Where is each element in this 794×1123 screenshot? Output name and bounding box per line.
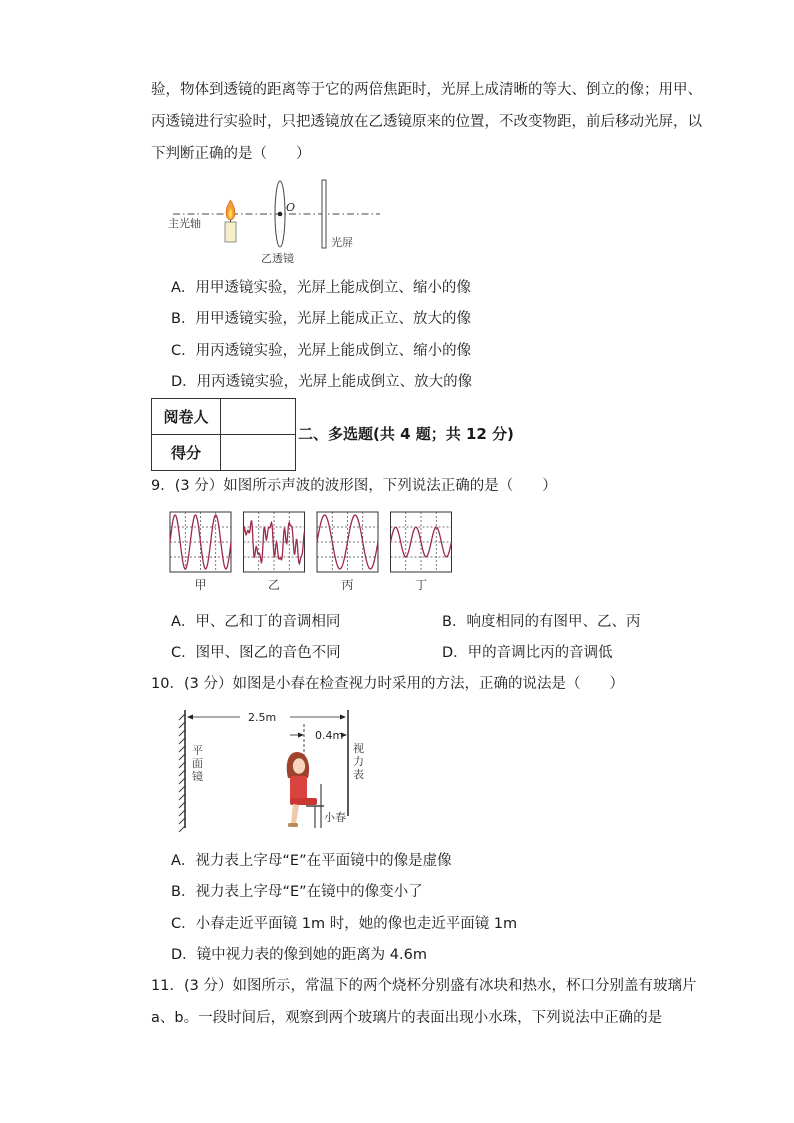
q9-option-a: A．甲、乙和丁的音调相同 <box>171 614 341 630</box>
waveform-panel-3 <box>317 512 378 592</box>
svg-text:力: 力 <box>353 755 364 768</box>
q8-option-d: D．用丙透镜实验，光屏上能成倒立、放大的像 <box>171 374 473 390</box>
svg-text:视: 视 <box>353 742 364 755</box>
mirror-hatching <box>179 714 185 832</box>
waveform-panel-1 <box>170 512 231 592</box>
person-label: 小春 <box>324 811 346 824</box>
q9-option-b: B．响度相同的有图甲、乙、丙 <box>442 614 641 630</box>
svg-text:镜: 镜 <box>192 770 203 783</box>
light-screen <box>322 180 326 248</box>
axis-label: 主光轴 <box>168 217 201 230</box>
section-title: 二、多选题(共 4 题；共 12 分) <box>298 425 514 443</box>
svg-text:表: 表 <box>353 768 364 781</box>
q8-text-line2: 丙透镜进行实验时，只把透镜放在乙透镜原来的位置，不改变物距，前后移动光屏，以 <box>151 114 702 130</box>
q10-option-a: A．视力表上字母“E”在平面镜中的像是虚像 <box>171 853 452 869</box>
score-field[interactable] <box>221 435 296 471</box>
waveform-label-3: 丙 <box>341 578 354 592</box>
reviewer-label: 阅卷人 <box>152 399 221 435</box>
girl-on-chair-icon <box>287 752 324 828</box>
q8-option-c: C．用丙透镜实验，光屏上能成倒立、缩小的像 <box>171 343 472 359</box>
q8-text-line1: 验，物体到透镜的距离等于它的两倍焦距时，光屏上成清晰的等大、倒立的像；用甲、 <box>151 82 702 98</box>
q10-stem: 10．(3 分）如图是小春在检查视力时采用的方法，正确的说法是（ ） <box>151 676 624 692</box>
sound-wave-figure <box>168 508 458 598</box>
candle-icon <box>225 200 236 242</box>
q10-option-c: C．小春走近平面镜 1m 时，她的像也走近平面镜 1m <box>171 916 518 932</box>
reviewer-field[interactable] <box>221 399 296 435</box>
optical-center <box>278 212 283 217</box>
lens-figure <box>165 176 390 268</box>
q8-text-line3: 下判断正确的是（ ） <box>151 146 311 162</box>
lens-label: 乙透镜 <box>261 252 294 265</box>
distance-label-1: 2.5m <box>248 711 277 724</box>
screen-label: 光屏 <box>331 236 353 249</box>
svg-text:平: 平 <box>192 744 203 757</box>
distance-label-2: 0.4m <box>315 729 344 742</box>
q9-stem: 9．(3 分）如图所示声波的波形图，下列说法正确的是（ ） <box>151 478 557 494</box>
eye-test-figure <box>172 706 372 836</box>
waveform-label-2: 乙 <box>268 578 281 592</box>
svg-text:面: 面 <box>192 757 203 770</box>
q8-option-a: A．用甲透镜实验，光屏上能成倒立、缩小的像 <box>171 280 471 296</box>
q11-text-line2: a、b。一段时间后，观察到两个玻璃片的表面出现小水珠，下列说法中正确的是 <box>151 1010 663 1026</box>
waveform-label-1: 甲 <box>194 578 207 592</box>
q8-option-b: B．用甲透镜实验，光屏上能成正立、放大的像 <box>171 311 471 327</box>
q9-option-c: C．图甲、图乙的音色不同 <box>171 645 341 661</box>
score-box <box>151 398 296 471</box>
waveform-panel-4 <box>391 512 452 592</box>
q11-text-line1: 11．(3 分）如图所示，常温下的两个烧杯分别盛有冰块和热水，杯口分别盖有玻璃片 <box>151 978 697 994</box>
waveform-panel-2 <box>244 512 305 592</box>
center-label: O <box>286 201 296 214</box>
q9-option-d: D．甲的音调比丙的音调低 <box>442 645 613 661</box>
score-label: 得分 <box>152 435 221 471</box>
q10-option-d: D．镜中视力表的像到她的距离为 4.6m <box>171 947 427 963</box>
waveform-label-4: 丁 <box>415 578 428 592</box>
q10-option-b: B．视力表上字母“E”在镜中的像变小了 <box>171 884 423 900</box>
